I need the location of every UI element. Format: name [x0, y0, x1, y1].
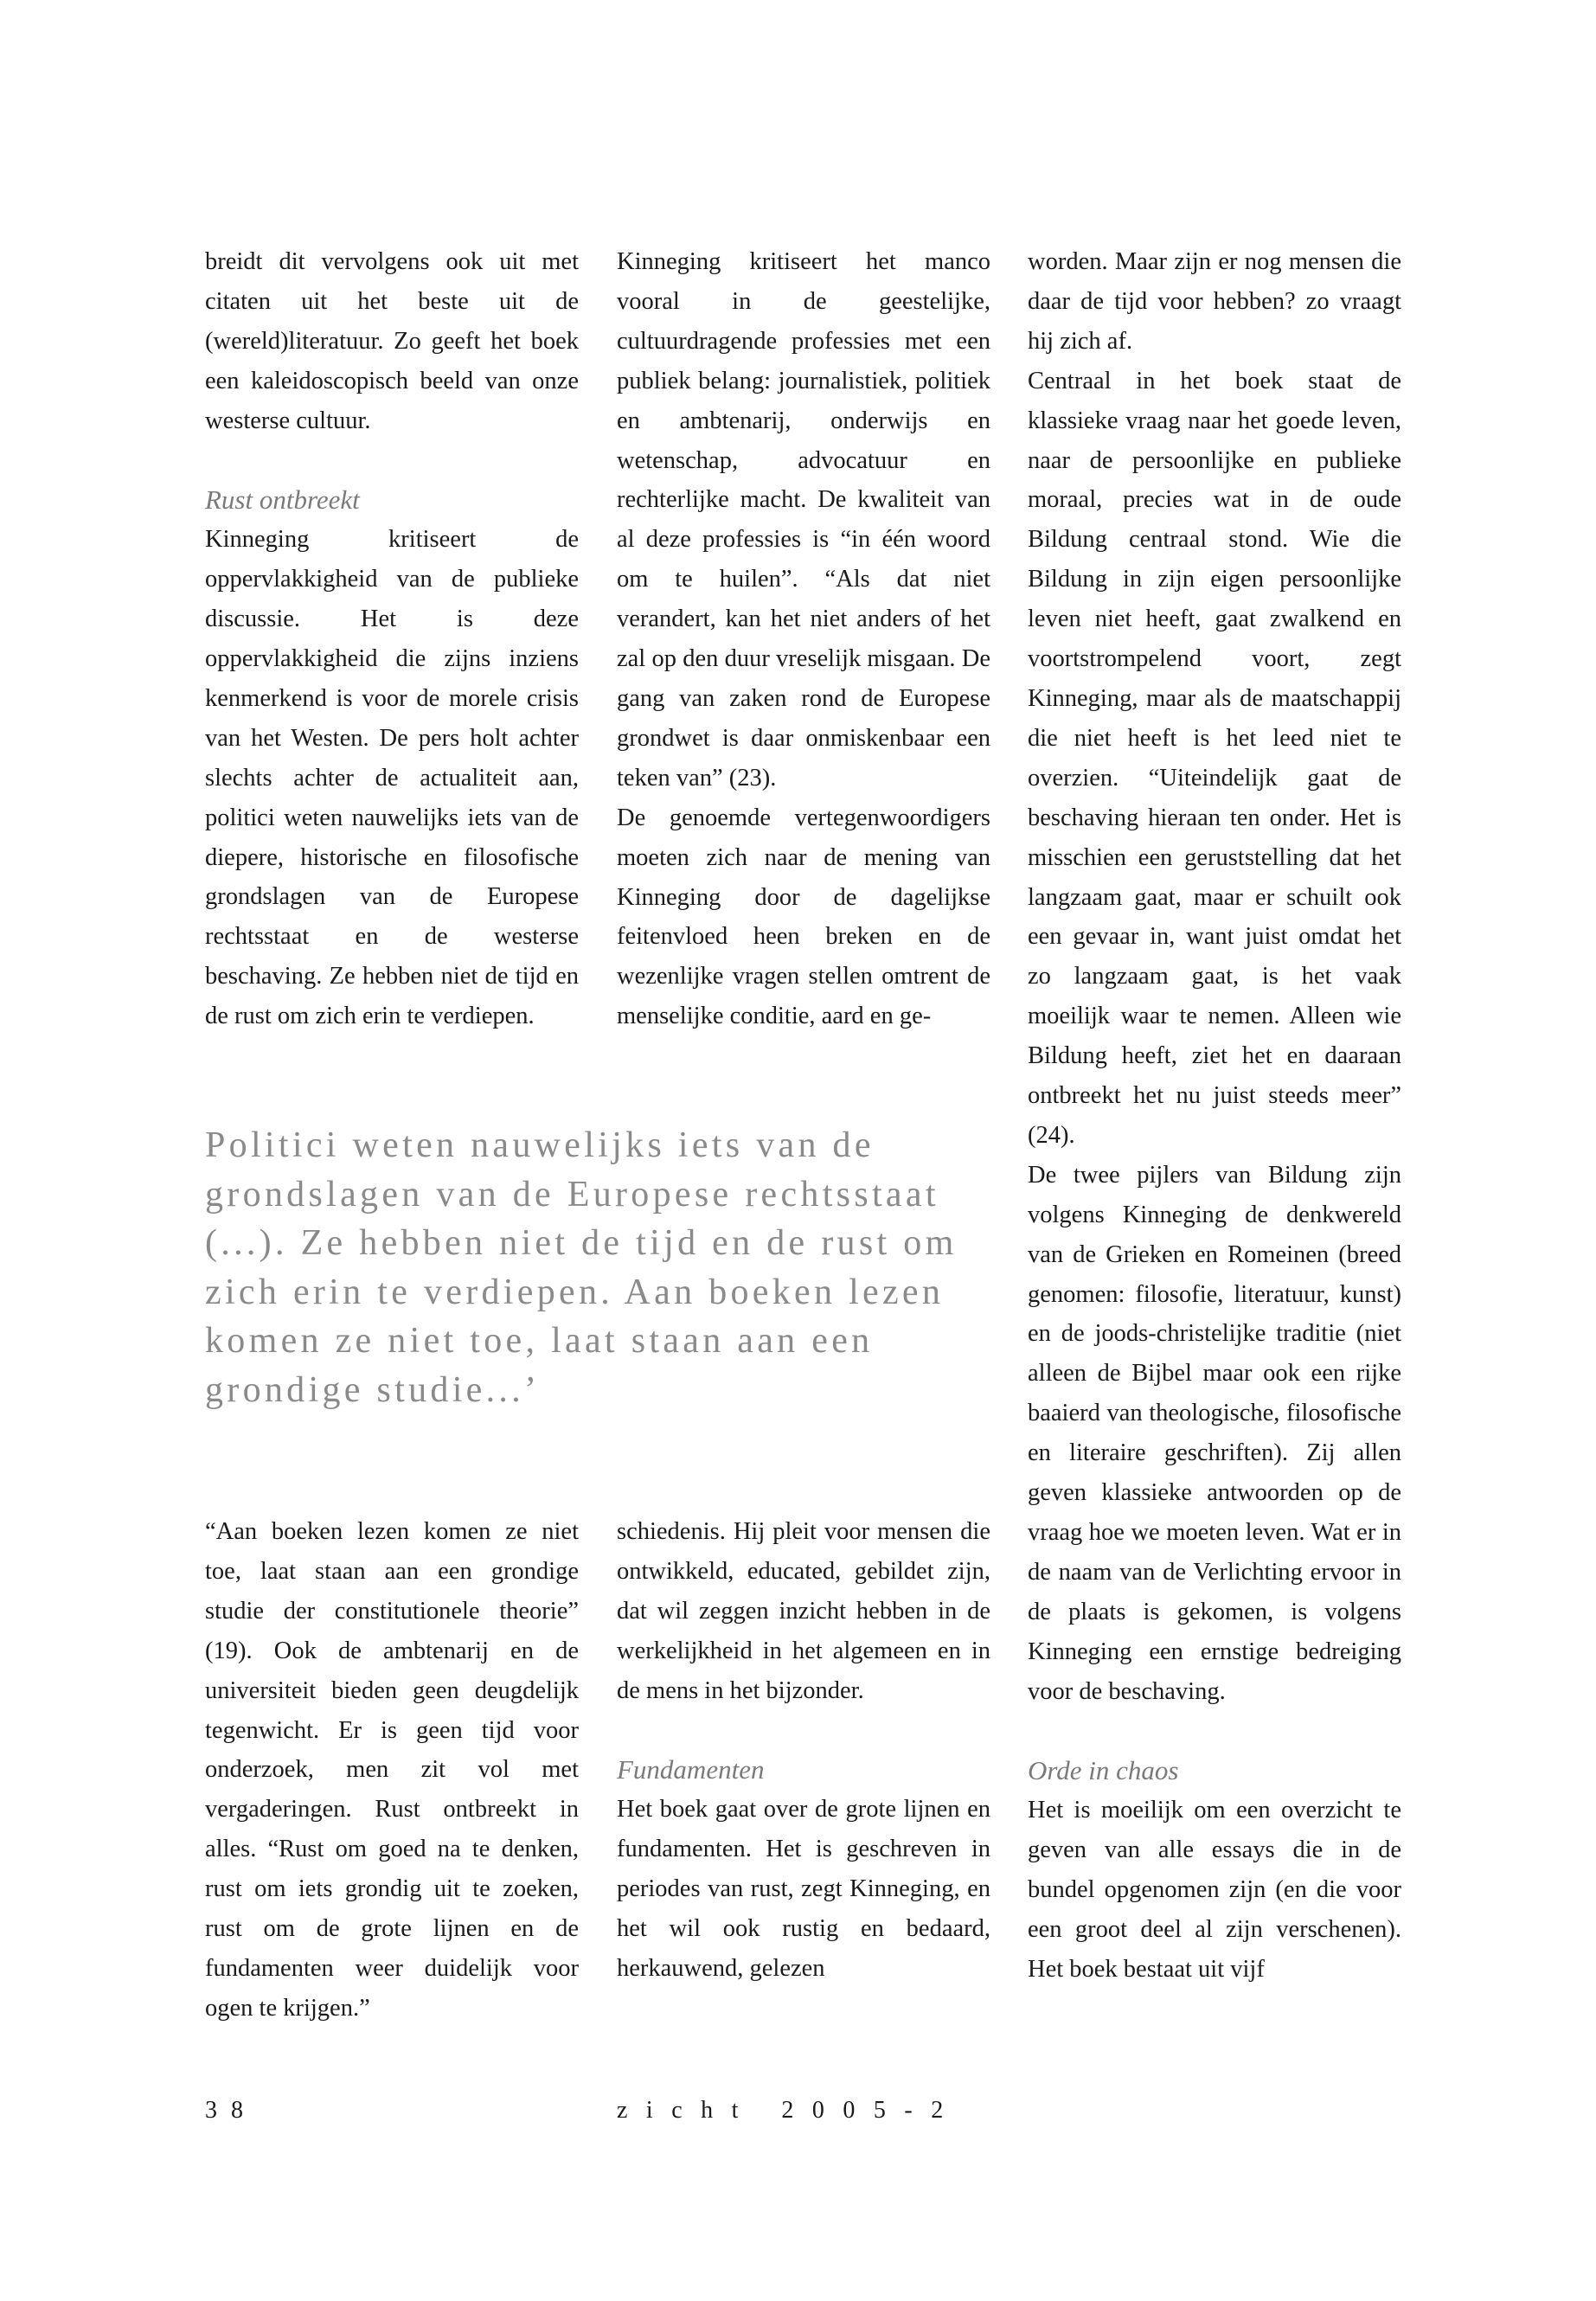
- section-heading-orde-in-chaos: Orde in chaos: [1028, 1755, 1179, 1786]
- paragraph: “Aan boeken lezen komen ze niet toe, laat staan aan een grondige studie der constitutionele theorie” (19). Ook de ambtenarij en de universiteit bieden geen deugdelijk tegenwicht. Er is geen tijd voor onderzoek, men zit vol met vergaderingen. Rust ontbreekt in alles. “Rust om goed na te denken, rust om iets grondig uit te zoeken, rust om de grote lijnen en de fundamenten weer duidelijk voor ogen te krijgen.”: [205, 1518, 579, 2022]
- paragraph: Kinneging kritiseert de oppervlakkigheid van de publieke discussie. Het is deze oppervlakkigheid die zijns inziens kenmerkend is voor de morele crisis van het Westen. De pers holt achter slechts achter de actualiteit aan, politici weten nauwelijks iets van de diepere, historische en filosofische grondslagen van de Europese rechtsstaat en de westerse beschaving. Ze hebben niet de tijd en de rust om zich erin te verdiepen.: [205, 526, 579, 1030]
- column-right: [1028, 242, 1401, 1990]
- column-middle-top: [617, 242, 990, 1036]
- paragraph: Het boek gaat over de grote lijnen en fundamenten. Het is geschreven in periodes van rust, zegt Kinneging, en het wil ook rustig en bedaard, herkauwend, gelezen: [617, 1796, 990, 1982]
- paragraph: worden. Maar zijn er nog mensen die daar de tijd voor hebben? zo vraagt hij zich af.: [1028, 248, 1401, 355]
- section-heading-rust-ontbreekt: Rust ontbreekt: [205, 484, 360, 516]
- column-middle-bottom: [617, 1512, 990, 1989]
- paragraph: De genoemde vertegenwoordigers moeten zich naar de mening van Kinneging door de dagelijkse feitenvloed heen breken en de wezenlijke vragen stellen omtrent de menselijke conditie, aard en ge-: [617, 804, 990, 1030]
- paragraph: Kinneging kritiseert het manco vooral in de geestelijke, cultuurdragende professies met een publiek belang: journalistiek, politiek en ambtenarij, onderwijs en wetenschap, advocatuur en rechterlijke macht. De kwaliteit van al deze professies is “in één woord om te huilen”. “Als dat niet verandert, kan het niet anders of het zal op den duur vreselijk misgaan. De gang van zaken rond de Europese grondwet is daar onmiskenbaar een teken van” (23).: [617, 248, 990, 792]
- section-heading-fundamenten: Fundamenten: [617, 1754, 765, 1785]
- paragraph: schiedenis. Hij pleit voor mensen die ontwikkeld, educated, gebildet zijn, dat wil zeggen inzicht hebben in de werkelijkheid in het algemeen en in de mens in het bijzonder.: [617, 1518, 990, 1704]
- paragraph: breidt dit vervolgens ook uit met citaten uit het beste uit de (wereld)literatuur. Zo geeft het boek een kaleidoscopisch beeld van onze westerse cultuur.: [205, 248, 579, 434]
- paragraph: Het is moeilijk om een overzicht te geven van alle essays die in de bundel opgenomen zijn (en die voor een groot deel al zijn verschenen). Het boek bestaat uit vijf: [1028, 1797, 1401, 1983]
- page-number: 38: [205, 2097, 257, 2124]
- column-left-bottom: [205, 1512, 579, 2029]
- paragraph: De twee pijlers van Bildung zijn volgens Kinneging de denkwereld van de Grieken en Romeinen (breed genomen: filosofie, literatuur, kunst) en de joods-christelijke traditie (niet alleen de Bijbel maar ook een rijke baaierd van theologische, filosofische en literaire geschriften). Zij allen geven klassieke antwoorden op de vraag hoe we moeten leven. Wat er in de naam van de Verlichting ervoor in de plaats is gekomen, is volgens Kinneging een ernstige bedreiging voor de beschaving.: [1028, 1161, 1401, 1705]
- column-left-top: [205, 242, 579, 1036]
- pull-quote: Politici weten nauwelijks iets van de grondslagen van de Europese rechtsstaat (...). Ze hebben niet de tijd en de rust om zich erin te verdiepen. Aan boeken lezen komen ze niet toe, laat staan aan een grondige studie...’: [205, 1125, 958, 1410]
- magazine-issue: zicht 2005-2: [617, 2097, 962, 2124]
- paragraph: Centraal in het boek staat de klassieke vraag naar het goede leven, naar de persoonlijke en publieke moraal, precies wat in de oude Bildung centraal stond. Wie die Bildung in zijn eigen persoonlijke leven niet heeft, gaat zwalkend en voortstrompelend voort, zegt Kinneging, maar als de maatschappij die niet heeft is het leed niet te overzien. “Uiteindelijk gaat de beschaving hieraan ten onder. Het is misschien een geruststelling dat het langzaam gaat, maar er schuilt ook een gevaar in, want juist omdat het zo langzaam gaat, is het vaak moeilijk waar te nemen. Alleen wie Bildung heeft, ziet het en daaraan ontbreekt het nu juist steeds meer” (24).: [1028, 367, 1401, 1149]
